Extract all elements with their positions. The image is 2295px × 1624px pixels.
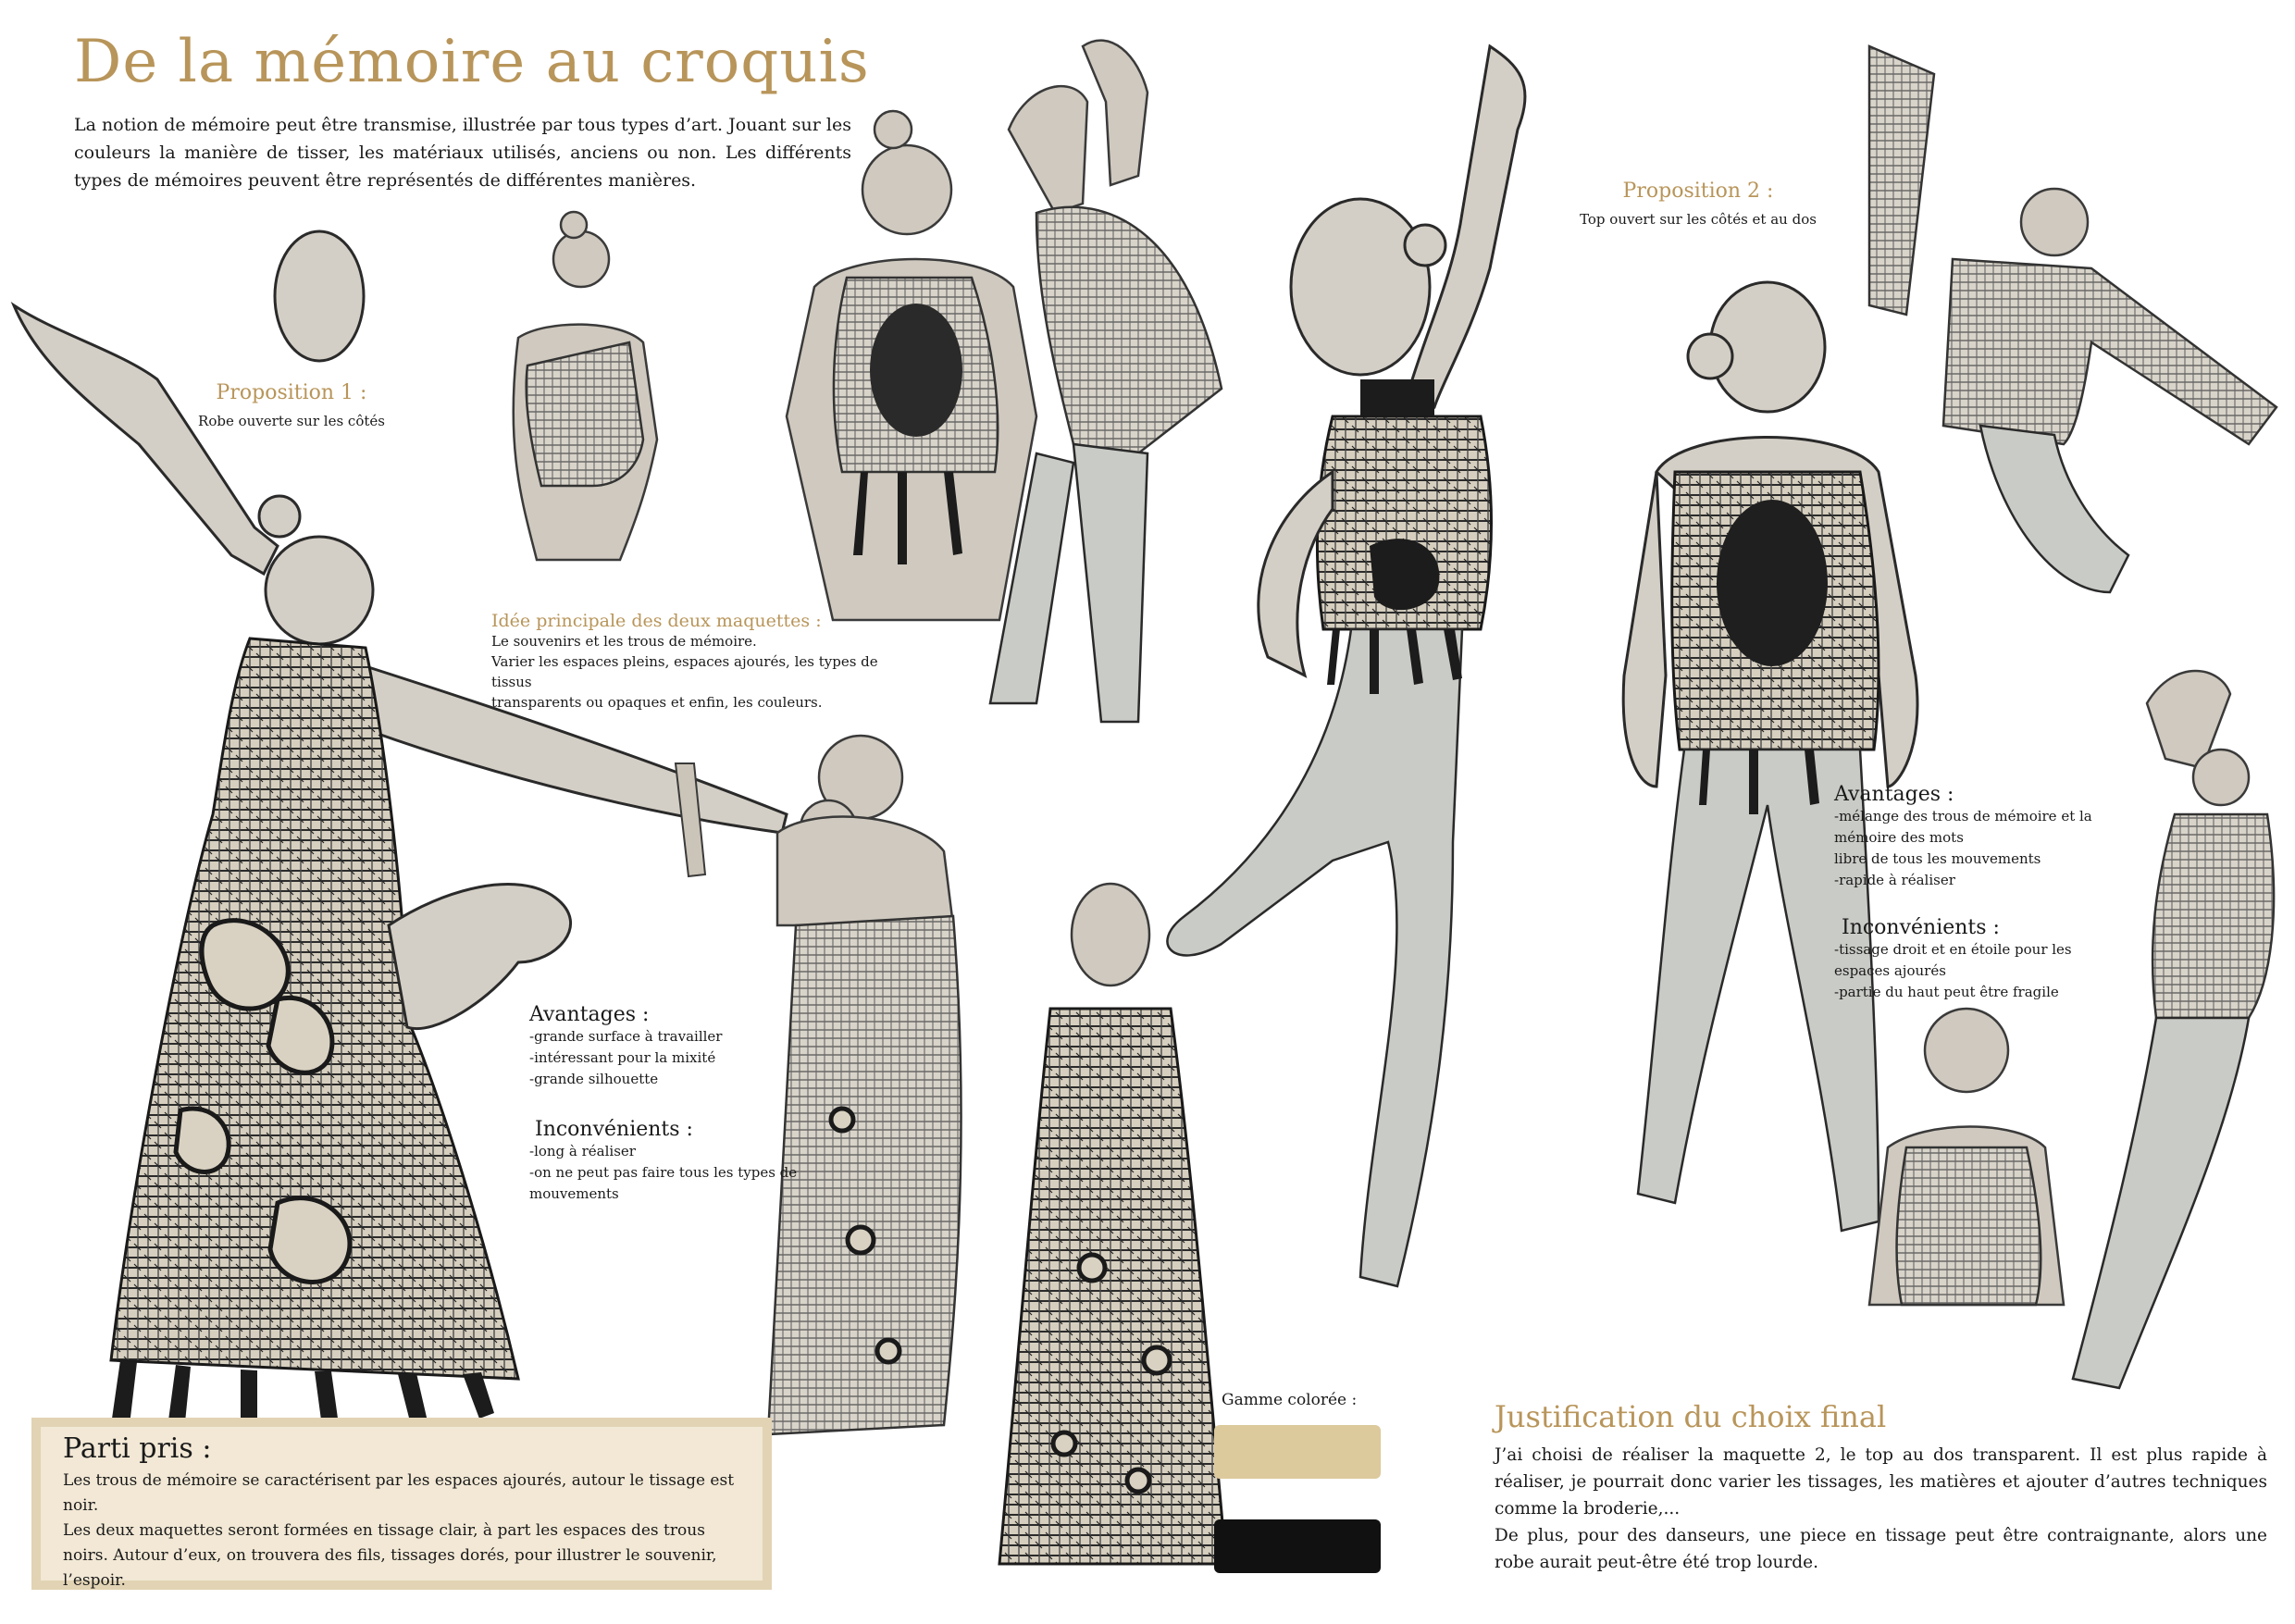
intro-text: La notion de mémoire peut être transmise, illustrée par tous types d’art. Jouant sur les couleurs la manière de tisser, les matériaux utilisés, anciens ou non. Les différents types de mémoires peuvent être représentés de différentes manières. — [74, 115, 851, 191]
inconvenient-item: -partie du haut peut être fragile — [1834, 984, 2059, 1000]
dancer-leaping-sketch — [1814, 37, 2295, 629]
parti-pris-title: Parti pris : — [63, 1432, 212, 1465]
inconvenient-item: mouvements — [529, 1185, 619, 1202]
dancer-top-sketch-1 — [481, 208, 676, 560]
inconvenient-item: -tissage droit et en étoile pour les — [1834, 941, 2072, 958]
gamme-label: Gamme colorée : — [1222, 1391, 1358, 1409]
dancer-back-small-sketch — [1851, 999, 2082, 1388]
proposition2-inconvenients — [1834, 916, 2130, 1003]
avantage-item: -mélange des trous de mémoire et la — [1834, 808, 2092, 824]
justification-paragraph: J’ai choisi de réaliser la maquette 2, le top au dos transparent. Il est plus rapide à réaliser, je pourrait donc varier les tissages, les matières et ajouter d’autres techniques comme la broderie,... — [1495, 1445, 2267, 1519]
avantage-item: libre de tous les mouvements — [1834, 850, 2041, 867]
color-swatch-gold — [1214, 1425, 1381, 1479]
page-title: De la mémoire au croquis — [74, 28, 870, 96]
idee-line: Le souvenirs et les trous de mémoire. — [491, 633, 757, 650]
avantage-item: -intéressant pour la mixité — [529, 1049, 716, 1066]
dancer-dress-front-sketch — [962, 879, 1249, 1582]
justification-text — [1495, 1442, 2267, 1576]
parti-pris-paragraph: Les deux maquettes seront formées en tissage clair, à part les espaces des trous noirs. Autour d’eux, on trouvera des fils, tissages dorés, pour illustrer le souvenir, l’espoir. — [63, 1521, 717, 1590]
proposition1-inconvenients — [529, 1118, 807, 1205]
dancer-dress-illustration — [0, 296, 814, 1434]
avantages-heading: Avantages : — [529, 1003, 650, 1026]
idee-block — [491, 611, 908, 713]
color-swatch-black — [1214, 1519, 1381, 1573]
avantage-item: mémoire des mots — [1834, 829, 1964, 846]
proposition1-subtitle: Robe ouverte sur les côtés — [198, 413, 385, 429]
proposition1-avantages — [529, 1003, 807, 1090]
inconvenients-heading: Inconvénients : — [535, 1118, 693, 1141]
inconvenients-heading: Inconvénients : — [1842, 916, 2000, 939]
parti-pris-box — [31, 1418, 772, 1590]
proposition2-subtitle: Top ouvert sur les côtés et au dos — [1580, 211, 1817, 228]
inconvenient-item: -long à réaliser — [529, 1143, 636, 1159]
avantage-item: -grande surface à travailler — [529, 1028, 723, 1045]
justification-paragraph: De plus, pour des danseurs, une piece en tissage peut être contraignante, alors une robe aurait peut-être été trop lourde. — [1495, 1526, 2267, 1572]
proposition1-title: Proposition 1 : — [216, 381, 367, 404]
idee-line: transparents ou opaques et enfin, les couleurs. — [491, 694, 823, 711]
inconvenient-item: espaces ajourés — [1834, 962, 1946, 979]
avantages-heading: Avantages : — [1834, 783, 1954, 806]
parti-pris-paragraph: Les trous de mémoire se caractérisent par les espaces ajourés, autour le tissage est noir. — [63, 1471, 735, 1515]
avantage-item: -rapide à réaliser — [1834, 872, 1955, 888]
inconvenient-item: -on ne peut pas faire tous les types de — [529, 1164, 798, 1181]
idee-line: Varier les espaces pleins, espaces ajourés, les types de tissus — [491, 653, 878, 690]
proposition2-avantages — [1834, 783, 2130, 891]
idee-title: Idée principale des deux maquettes : — [491, 611, 822, 631]
justification-title: Justification du choix final — [1495, 1399, 1887, 1434]
avantage-item: -grande silhouette — [529, 1071, 659, 1087]
proposition2-title: Proposition 2 : — [1622, 180, 1774, 203]
